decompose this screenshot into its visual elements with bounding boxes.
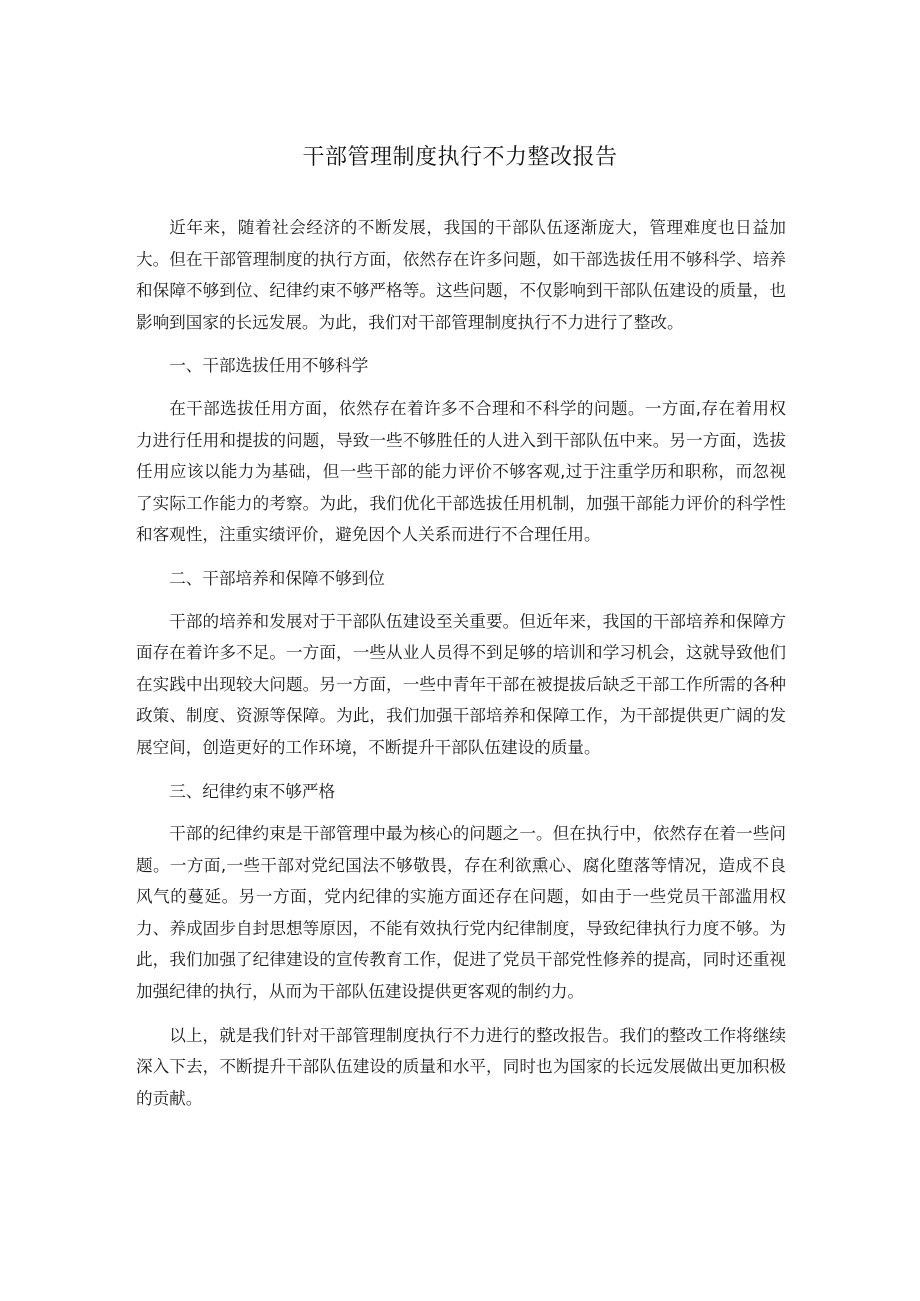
section-heading-2: 二、干部培养和保障不够到位 — [169, 568, 385, 588]
conclusion-paragraph: 以上，就是我们针对干部管理制度执行不力进行的整改报告。我们的整改工作将继续深入下去，不断提升干部队伍建设的质量和水平，同时也为国家的长远发展做出更加积极的贡献。 — [136, 1025, 786, 1108]
section-paragraph-2: 干部的培养和发展对于干部队伍建设至关重要。但近年来，我国的干部培养和保障方面存在着许多不足。一方面，一些从业人员得不到足够的培训和学习机会，这就导致他们在实践中出现较大问题。另一方面，一些中青年干部在被提拔后缺乏干部工作所需的各种政策、制度、资源等保障。为此，我们加强干部培养和保障工作，为干部提供更广阔的发展空间，创造更好的工作环境，不断提升干部队伍建设的质量。 — [136, 611, 786, 757]
section-heading-1: 一、干部选拔任用不够科学 — [169, 356, 369, 376]
intro-paragraph: 近年来，随着社会经济的不断发展，我国的干部队伍逐渐庞大，管理难度也日益加大。但在干部管理制度的执行方面，依然存在许多问题，如干部选拔任用不够科学、培养和保障不够到位、纪律约束不够严格等。这些问题，不仅影响到干部队伍建设的质量，也影响到国家的长远发展。为此，我们对干部管理制度执行不力进行了整改。 — [136, 218, 786, 332]
document-body — [136, 212, 786, 1126]
document-title: 干部管理制度执行不力整改报告 — [302, 145, 618, 170]
section-paragraph-3: 干部的纪律约束是干部管理中最为核心的问题之一。但在执行中，依然存在着一些问题。一方面,一些干部对党纪国法不够敬畏，存在利欲熏心、腐化堕落等情况，造成不良风气的蔓延。另一方面，党内纪律的实施方面还存在问题，如由于一些党员干部滥用权力、养成固步自封思想等原因，不能有效执行党内纪律制度，导致纪律执行力度不够。为此，我们加强了纪律建设的宣传教育工作，促进了党员干部党性修养的提高，同时还重视加强纪律的执行，从而为干部队伍建设提供更客观的制约力。 — [136, 824, 786, 1002]
section-heading-3: 三、纪律约束不够严格 — [169, 781, 336, 801]
section-paragraph-1: 在干部选拔任用方面，依然存在着许多不合理和不科学的问题。一方面,存在着用权力进行任用和提拔的问题，导致一些不够胜任的人进入到干部队伍中来。另一方面，选拔任用应该以能力为基础，但一些干部的能力评价不够客观,过于注重学历和职称，而忽视了实际工作能力的考察。为此，我们优化干部选拔任用机制，加强干部能力评价的科学性和客观性，注重实绩评价，避免因个人关系而进行不合理任用。 — [136, 398, 786, 545]
